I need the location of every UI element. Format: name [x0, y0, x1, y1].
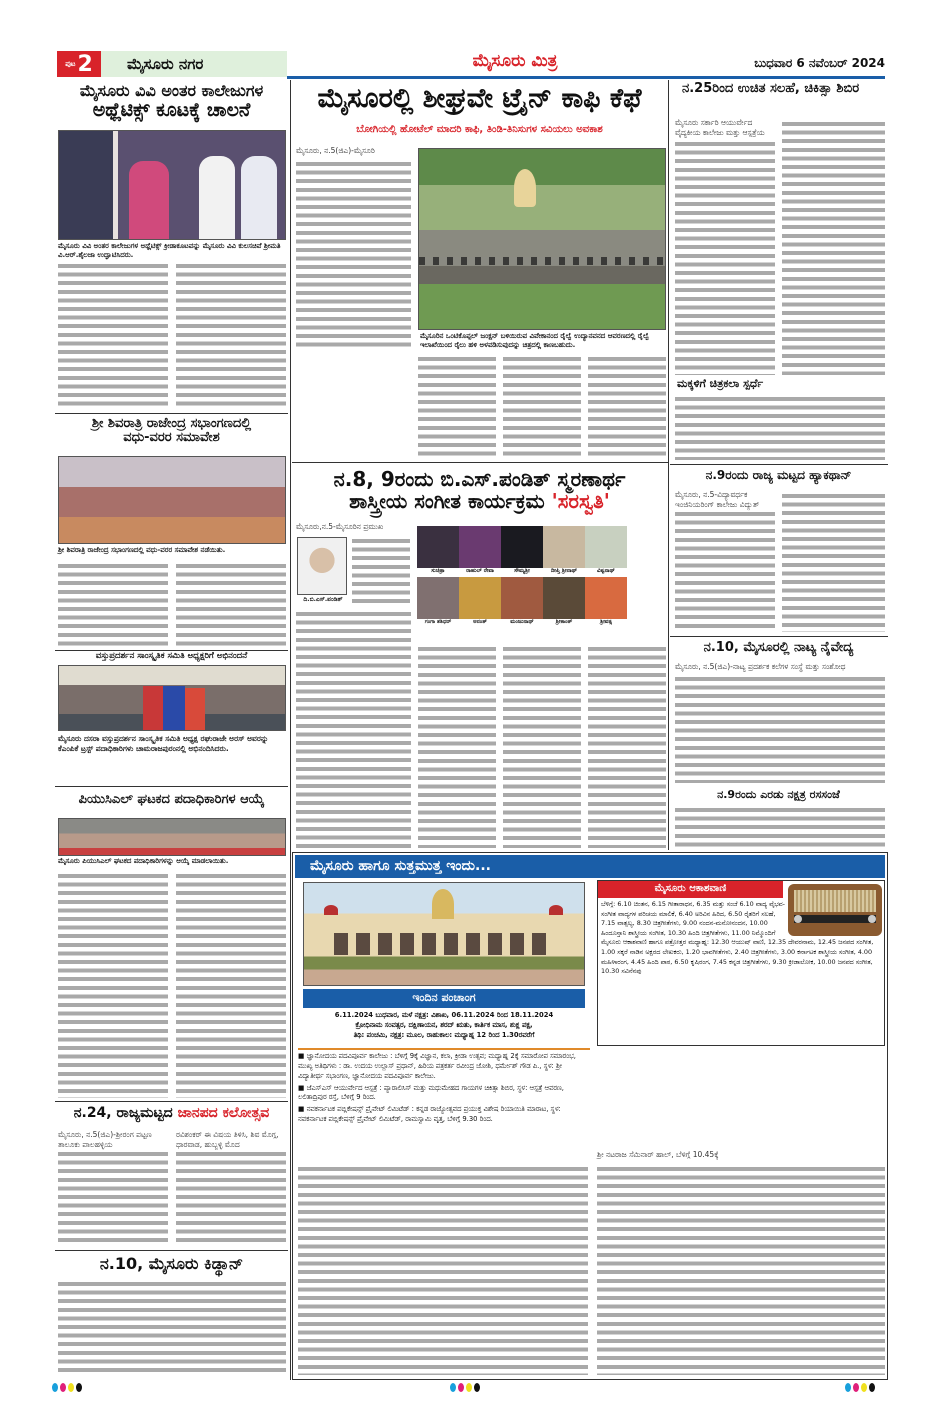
photo-caption: ಮೈಸೂರಿನ ಒಂಟಿಕೊಪ್ಪಲ್ ಜಂಕ್ಷನ್ ಬಳಿಯಿರುವ ವಿವೇಕಾನಂದ ರೈಲ್ವೆ ಉದ್ಯಾನವನದ ಆವರಣದಲ್ಲಿ ರೈಲ್ವೆ ಇಲಾಖೆಯಿಂದ ರೈಲು ಹಳಿ ಅಳವಡಿಸುವುದನ್ನು ಚಿತ್ರದಲ್ಲಿ ಕಾಣಬಹುದು. [420, 332, 650, 349]
article-body [58, 262, 168, 410]
headline: ನ.9ರಂದು ಎರಡು ನಕ್ಷತ್ರ ರಸಸಂಜೆ [717, 788, 840, 801]
event-item: ಶ್ರೀ ನಟರಾಜ ಸೆಮಿನಾರ್ ಹಾಲ್, ಬೆಳಿಗ್ಗೆ 10.45ಕ್ಕೆ [597, 1150, 885, 1160]
pucl-meeting-photo [58, 818, 286, 856]
header-rule [287, 76, 885, 79]
article-body [58, 562, 168, 648]
mysore-palace-photo [303, 882, 585, 986]
article-body [58, 872, 168, 1098]
performer: ಮಂಜುನಾಥ್ [501, 577, 543, 626]
panchanga-details [303, 1011, 585, 1041]
article-body [176, 1150, 286, 1245]
article-body [296, 160, 411, 348]
panchanga-rule [298, 1048, 590, 1050]
page-label: ಪುಟ [65, 59, 76, 68]
headline: ಮಕ್ಕಳಿಗೆ ಚಿತ್ರಕಲಾ ಸ್ಪರ್ಧೆ [677, 377, 764, 390]
headline-line: ಶ್ರೀ ಶಿವರಾತ್ರಿ ರಾಜೇಂದ್ರ ಸಭಾಂಗಣದಲ್ಲಿ [91, 416, 252, 431]
today-title: ಮೈಸೂರು ಹಾಗೂ ಸುತ್ತಮುತ್ತ ಇಂದು... [295, 855, 885, 878]
event-list-more [597, 1165, 885, 1375]
masthead-logo: ಮೈಸೂರು ಮಿತ್ರ [472, 51, 558, 71]
headline-part: ಶಾಸ್ತ್ರೀಯ ಸಂಗೀತ ಕಾರ್ಯಕ್ರಮ [349, 489, 545, 513]
headline [293, 468, 666, 512]
performer: ಗಂಗಾ ಶಶಿಧರ್ [417, 577, 459, 626]
headline [55, 417, 288, 446]
panchanga-line: 6.11.2024 ಬುಧವಾರ, ಮಳೆ ನಕ್ಷತ್ರ: ವಿಶಾಖ, 06.11.2024 ರಿಂದ 18.11.2024 [334, 1011, 554, 1019]
radio-icon-cover [786, 899, 884, 939]
photo-caption: ಮೈಸೂರು ವಿವಿ ಅಂತರ ಕಾಲೇಜುಗಳ ಅಥ್ಲೆಟಿಕ್ಸ್ ಕ್ರೀಡಾಕೂಟವನ್ನು ಮೈಸೂರು ವಿವಿ ಕುಲಸಚಿವೆ ಶ್ರೀಮತಿ ವಿ.ಆರ್.ಶೈಲಜಾ ಉದ್ಘಾಟಿಸಿದರು. [58, 242, 281, 259]
article-body [58, 1280, 286, 1376]
divider [670, 464, 888, 465]
article-body [503, 645, 581, 848]
registration-marks [52, 1377, 84, 1396]
article-body [782, 492, 885, 632]
headline: ನ.9ರಂದು ರಾಜ್ಯ ಮಟ್ಟದ ಹ್ಯಾಕಥಾನ್ [705, 468, 852, 482]
registration-marks [450, 1377, 482, 1396]
column-divider [290, 80, 291, 1380]
headline-part-red: 'ಸರಸ್ವತಿ' [551, 489, 610, 513]
photo-caption: ಮೈಸೂರು ಪಿಯುಸಿಎಲ್ ಘಟಕದ ಪದಾಧಿಕಾರಿಗಳನ್ನು ಆಯ್ಕೆ ಮಾಡಲಾಯಿತು. [58, 857, 229, 865]
headline-line: ಮೈಸೂರು ವಿವಿ ಅಂತರ ಕಾಲೇಜುಗಳ [79, 81, 264, 100]
athletics-photo [58, 130, 286, 240]
performer: ಅನಂತ್ [459, 577, 501, 626]
page-number-box [57, 51, 101, 77]
divider [55, 1250, 288, 1251]
lead-headline: ಮೈಸೂರಲ್ಲಿ ಶೀಘ್ರವೇ ಟ್ರೈನ್ ಕಾಫಿ ಕೆಫೆ [317, 83, 642, 114]
headline: ನ.25ರಿಂದ ಉಚಿತ ಸಲಹೆ, ಚಿಕಿತ್ಸಾ ಶಿಬಿರ [682, 81, 860, 96]
performer: ಶ್ರೀಕಾಂತ್ [543, 577, 585, 626]
felicitation-photo [58, 665, 286, 731]
event-item: ■ ನವಕರ್ನಾಟಕ ಪಬ್ಲಿಕೇಷನ್ಸ್ ಪ್ರೈವೇಟ್ ಲಿಮಿಟೆಡ್ : ಕನ್ನಡ ರಾಜ್ಯೋತ್ಸವದ ಪ್ರಯುಕ್ತ ವಿಶೇಷ ರಿಯಾಯಿತಿ ಮಾರಾಟ, ಸ್ಥಳ: ನವಕರ್ನಾಟಕ ಪಬ್ಲಿಕೇಷನ್ಸ್ ಪ್ರೈವೇಟ್ ಲಿಮಿಟೆಡ್, ರಾಮಸ್ವಾಮಿ ವೃತ್ತ, ಬೆಳಿಗ್ಗೆ 9.30 ರಿಂದ. [298, 1105, 561, 1124]
article-body [675, 675, 885, 783]
headline-line: ಅಥ್ಲೆಟಿಕ್ಸ್ ಕೂಟಕ್ಕೆ ಚಾಲನೆ [92, 98, 251, 121]
article-lead: ಮೈಸೂರು ಸರ್ಕಾರಿ ಆಯುರ್ವೇದ ವೈದ್ಯಕೀಯ ಕಾಲೇಜು ಮತ್ತು ಆಸ್ಪತ್ರೆಯ [675, 118, 775, 138]
divider [55, 786, 288, 787]
performer: ಸುಚಿತ್ರಾ [417, 526, 459, 575]
headline-line: ನ.8, 9ರಂದು ಬಿ.ಎಸ್.ಪಂಡಿತ್ ಸ್ಮರಣಾರ್ಥ [333, 467, 626, 491]
article-body [352, 537, 410, 607]
article-body [418, 355, 496, 458]
headline-line: ವಧು-ವರರ ಸಮಾವೇಶ [123, 430, 220, 446]
column-divider [668, 80, 669, 850]
article-lead: ಮೈಸೂರು, ನ.5(ಜಿಎ)-ಮೈಸೂರಿ [296, 146, 411, 156]
panchanga-line: ಕ್ರೋಧಿನಾಮ ಸಂವತ್ಸರ, ದಕ್ಷಿಣಾಯನ, ಶರದ್ ಋತು, ಕಾರ್ತಿಕ ಮಾಸ, ಶುಕ್ಲ ಪಕ್ಷ, [355, 1020, 533, 1029]
article-body [176, 562, 286, 648]
performer: ಶ್ರೀವತ್ಸ [585, 577, 627, 626]
panchanga-line: ತಿಥಿ: ಪಂಚಮಿ, ನಕ್ಷತ್ರ: ಮೂಲ, ರಾಹುಕಾಲ: ಮಧ್ಯಾಹ್ನ 12 ರಿಂದ 1.30ರವರೆಗೆ [353, 1030, 535, 1039]
radio-schedule: ಬೆಳಿಗ್ಗೆ: 6.10 ಚಿಂತನ, 6.15 ಗೀತಾರಾಧನ, 6.35 ಮತ್ತು ಸಂಜೆ 6.10 ವಾದ್ಯ ವೈಭವ-ಸಂಗೀತ ವಾದ್ಯಗಳ ಪರಿಚಯ ಮಾಲಿಕೆ, 6.40 ಅರಿವಿನ ಹಿರಿದ, 6.50 ರೈತರಿಗೆ ಸಲಹೆ, 7.15 ವಾತ್ಸಲ್ಯ, 8.30 ಚಿತ್ರಗೀತೆಗಳು, 9.00 ನಂದನ-ಮನೋನಂದನ, 10.00 ಹಿಂದೂಸ್ತಾನಿ ಶಾಸ್ತ್ರೀಯ ಸಂಗೀತ, 10.30 ಹಿಂದಿ ಚಿತ್ರಗೀತೆಗಳು, 11.00 ನಿಮ್ಮೊಂದಿಗೆ ಮೈಸೂರು ಆಕಾಶವಾಣಿ ಹಾಗೂ ಪತ್ರೋತ್ತರ ಮಧ್ಯಾಹ್ನ: 12.30 ಆಯುಷ್ ವಾಣಿ, 12.35 ದೇವರನಾಮ, 12.45 ಜನಪದ ಸಂಗೀತ, 1.00 ಸಕ್ಕರೆ ನಾಡಿನ ಅಕ್ಷರದ ಲೇಖಕರು, 1.20 ಭಾವಗೀತೆಗಳು, 2.40 ಚಿತ್ರಗೀತೆಗಳು, 3.00 ಕರ್ನಾಟಕ ಶಾಸ್ತ್ರೀಯ ಸಂಗೀತ, 4.00 ಮಹಿಳಾರಂಗ, 4.45 ಹಿಂದಿ ಪಾಠ, 6.50 ಕೃಷಿರಂಗ, 7.45 ಕನ್ನಡ ಚಿತ್ರಗೀತೆಗಳು, 9.30 ಕ್ರೀಡಾಲೋಕ, 10.00 ಜನಪದ ಸಂಗೀತ, 10.30 ಸವಿನೆನಪು [601, 900, 874, 976]
headline-part: ನ.24, ರಾಜ್ಯಮಟ್ಟದ [73, 1105, 173, 1121]
bride-groom-meet-photo [58, 456, 286, 544]
registration-marks [845, 1377, 877, 1396]
article-lead: ರವಿಶಂಕರ್ ಈ ವಿಷಯ ತಿಳಿಸಿ, ಶಿವ ಮೊಗ್ಗ, ಧಾರವಾಡ, ಹುಬ್ಬಳ್ಳಿ ಮೊದ [176, 1130, 286, 1150]
performer: ವಿಶ್ವನಾಥ್ [585, 526, 627, 575]
divider [670, 636, 888, 637]
panchanga-title: ಇಂದಿನ ಪಂಚಾಂಗ [303, 989, 585, 1008]
headline-part-red: ಜಾನಪದ ಕಲೋತ್ಸವ [177, 1105, 270, 1121]
train-cafe-photo [418, 148, 666, 330]
event-list [298, 1052, 588, 1125]
lead-subheadline: ಬೋಗಿಯಲ್ಲಿ ಹೋಟೆಲ್ ಮಾದರಿ ಕಾಫಿ, ತಿಂಡಿ-ತಿನಿಸುಗಳ ಸವಿಯಲು ಅವಕಾಶ [356, 124, 603, 135]
divider [55, 1101, 288, 1102]
headline: ಪಿಯುಸಿಎಲ್ ಘಟಕದ ಪದಾಧಿಕಾರಿಗಳ ಆಯ್ಕೆ [78, 792, 265, 807]
article-body [675, 806, 885, 848]
headline: ನ.10, ಮೈಸೂರಲ್ಲಿ ನಾಟ್ಯ ನೈವೇದ್ಯ [703, 640, 854, 655]
headline [55, 1106, 288, 1121]
portrait-caption: ದಿ.ಬಿ.ಎಸ್.ಪಂಡಿತ್ [303, 596, 343, 603]
photo-caption: ಶ್ರೀ ಶಿವರಾತ್ರಿ ರಾಜೇಂದ್ರ ಸಭಾಂಗಣದಲ್ಲಿ ವಧು-ವರರ ಸಮಾವೇಶ ನಡೆಯಿತು. [58, 546, 226, 554]
issue-date: ಬುಧವಾರ 6 ನವೆಂಬರ್ 2024 [754, 56, 885, 70]
article-body [675, 140, 775, 375]
page-number: 2 [77, 51, 93, 77]
event-list-more [298, 1165, 588, 1375]
performer-grid [417, 526, 627, 626]
article-lead: ಮೈಸೂರು, ನ.5(ಜಿಎ)-ನಾಟ್ಯ ಪ್ರದರ್ಶಕ ಕಲೆಗಳ ಸಂಸ್ಥೆ ಮತ್ತು ಸಂಶೋಧ [675, 662, 885, 672]
article-body [176, 262, 286, 410]
article-body [418, 645, 496, 848]
article-body [58, 1150, 168, 1245]
headline: ನ.10, ಮೈಸೂರು ಕಿಡ್ಥಾನ್ [99, 1254, 244, 1273]
article-lead: ಮೈಸೂರು, ನ.5(ಜಿಎ)-ಶ್ರೀರಂಗ ಪಟ್ಟಣ ತಾಲೂಕು ಪಾಲಹಳ್ಳಿಯ [58, 1130, 168, 1150]
article-body [675, 510, 775, 632]
bs-pandit-portrait [297, 537, 347, 595]
article-lead: ಮೈಸೂರು,ನ.5-ಮೈಸೂರಿನ ಪ್ರಮುಖ [296, 522, 411, 532]
article-body [675, 395, 885, 460]
divider [292, 462, 668, 463]
event-item: ■ ಜೆಎಸ್ಎಸ್ ಆಯುರ್ವೇದ ಆಸ್ಪತ್ರೆ : ಪ್ಯಾರಾಲಿಸಿಸ್ ಮತ್ತು ಮಧುಮೇಹದ ಗಾಯಗಳ ಚಿಕಿತ್ಸಾ ಶಿಬಿರ, ಸ್ಥಳ: ಆಸ್ಪತ್ರೆ ಆವರಣ, ಲಲಿತಾದ್ರಿಪುರ ರಸ್ತೆ, ಬೆಳಿಗ್ಗೆ 9 ರಿಂದ. [298, 1083, 564, 1102]
article-body [782, 120, 885, 375]
article-body [588, 355, 666, 458]
performer: ದೀಪ್ತಿ ಶ್ರೀನಾಥ್ [543, 526, 585, 575]
article-body [296, 610, 411, 848]
article-body [503, 355, 581, 458]
section-name: ಮೈಸೂರು ನಗರ [101, 51, 287, 77]
performer: ಸೌಮ್ಯಶ್ರೀ [501, 526, 543, 575]
radio-title: ಮೈಸೂರು ಆಕಾಶವಾಣಿ [598, 881, 783, 898]
performer: ರಾಹುಲ್ ರೇವಾ [459, 526, 501, 575]
event-item: ■ ಜ್ಞಾನೋದಯ ಪದವಿಪೂರ್ವ ಕಾಲೇಜು : ಬೆಳಿಗ್ಗೆ 9ಕ್ಕೆ ವಿಜ್ಞಾನ, ಕಲಾ, ಕ್ರೀಡಾ ಉತ್ಸವ; ಮಧ್ಯಾಹ್ನ 2ಕ್ಕೆ ಸಮಾರೋಪ ಸಮಾರಂಭ, ಮುಖ್ಯ ಅತಿಥಿಗಳು : ಡಾ. ಉದಯ ಉಲ್ಲಾಸ್ ಪ್ರಧಾನ್, ಹಿರಿಯ ಪತ್ರಕರ್ತ ರವೀಂದ್ರ ಜೋಶಿ, ಧರ್ಮೇಶ್ ಗೌಡ ಪಿ., ಸ್ಥಳ: ಶ್ರೀ ವಿದ್ಯಾತೀರ್ಥ ಸಭಾಂಗಣ, ಜ್ಞಾನೋದಯ ಪದವಿಪೂರ್ವ ಕಾಲೇಜು. [298, 1052, 576, 1080]
divider [55, 413, 288, 414]
article-lead: ಮೈಸೂರು, ನ.5-ವಿದ್ಯಾವರ್ಧಕ ಇಂಜಿನಿಯರಿಂಗ್ ಕಾಲೇಜು ವಿದ್ಯುತ್ [675, 490, 775, 510]
headline: ವಸ್ತುಪ್ರದರ್ಶನ ಸಾಂಸ್ಕೃತಿಕ ಸಮಿತಿ ಅಧ್ಯಕ್ಷರಿಗೆ ಅಭಿನಂದನೆ [95, 651, 248, 661]
article-body [588, 645, 666, 848]
photo-caption: ಮೈಸೂರು ದಸರಾ ವಸ್ತುಪ್ರದರ್ಶನ ಸಾಂಸ್ಕೃತಿಕ ಸಮಿತಿ ಅಧ್ಯಕ್ಷ ರಘುರಾಜೇ ಅರಸ್ ಅವರನ್ನು ಕೆಎಂಪಿಕೆ ಟ್ರಸ್ಟ್ ಪದಾಧಿಕಾರಿಗಳು ಚಾಮರಾಜಪುರಂನಲ್ಲಿ ಅಭಿನಂದಿಸಿದರು. [58, 734, 269, 754]
headline [55, 82, 288, 120]
article-body [176, 872, 286, 1098]
